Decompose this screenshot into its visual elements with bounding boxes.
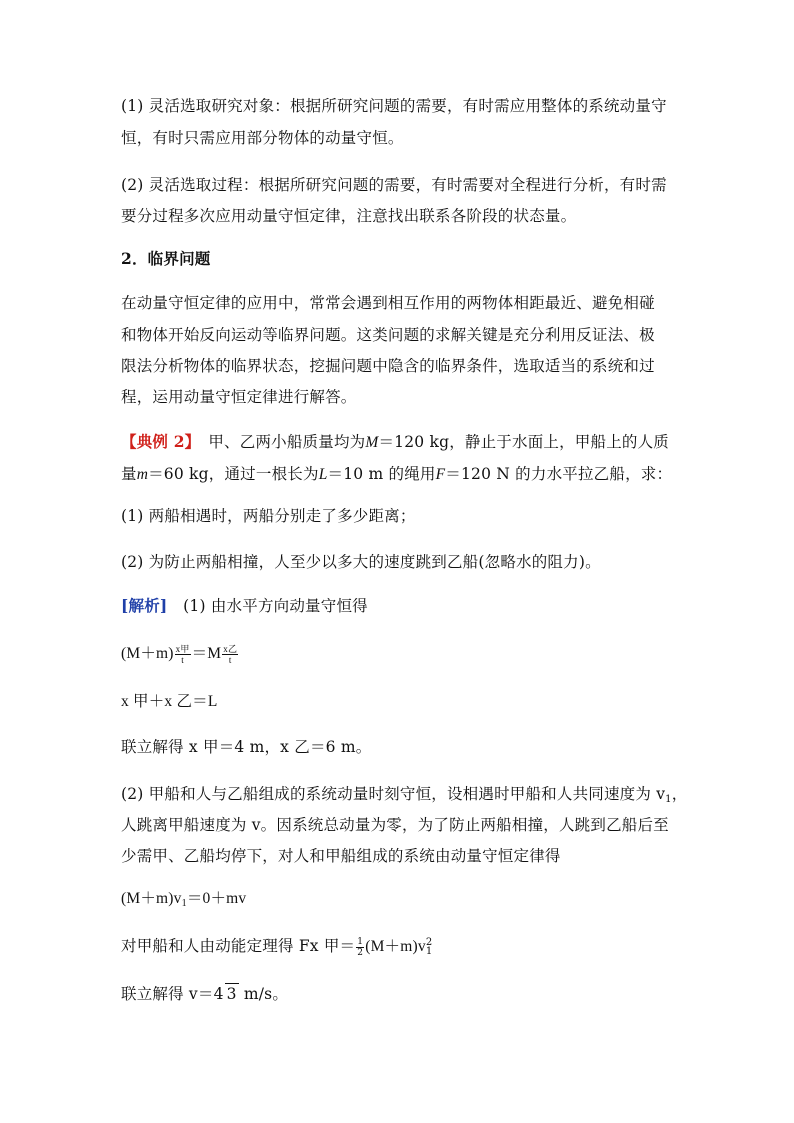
var-L: L (318, 466, 328, 483)
example-text: 量 (121, 465, 137, 483)
eq1-left: (M＋m) (121, 645, 174, 663)
fraction-denominator: t (228, 655, 232, 665)
part2-line-3: 少需甲、乙船均停下，对人和甲船组成的系统由动量守恒定律得 (121, 847, 561, 865)
paragraph-1-line-1: (1) 灵活选取研究对象：根据所研究问题的需要，有时需应用整体的系统动量守 (121, 97, 667, 115)
section-heading: 2．临界问题 (121, 249, 211, 268)
example-line-2 (121, 464, 672, 485)
final-result (121, 983, 288, 1004)
subscript: 1 (665, 794, 672, 805)
paragraph-1-line-2: 恒，有时只需应用部分物体的动量守恒。 (121, 129, 404, 147)
sqrt-radicand: 3 (226, 985, 237, 1003)
solution-intro (121, 596, 368, 616)
var-m: m (136, 466, 149, 483)
paragraph-2-line-1: (2) 灵活选取过程：根据所研究问题的需要，有时需要对全程进行分析，有时需 (121, 176, 667, 194)
subscript: 1 (181, 898, 187, 909)
example-text: ＝120 N 的力水平拉乙船，求： (445, 465, 673, 483)
fraction (222, 644, 238, 665)
energy-text: 对甲船和人由动能定理得 Fx 甲＝ (121, 937, 356, 955)
example-tag: 【典例 2】 (121, 432, 193, 451)
subscript: 1 (425, 946, 433, 957)
equation-2: x 甲＋x 乙＝L (121, 693, 218, 710)
fraction-numerator: x甲 (175, 644, 190, 654)
energy-equation (121, 936, 432, 958)
equation-1 (121, 644, 239, 665)
energy-expr: (M＋m)v (365, 938, 426, 955)
fraction-numerator: x乙 (223, 644, 238, 654)
fraction-denominator: t (181, 655, 184, 665)
paragraph-2-line-2: 要分过程多次应用动量守恒定律，注意找出联系各阶段的状态量。 (121, 207, 577, 225)
example-text: 甲、乙两小船质量均为 (192, 433, 366, 451)
superscript: 2 (425, 937, 433, 948)
part2-line-1 (121, 784, 687, 810)
eq3-left: (M＋m)v (121, 890, 182, 907)
question-1: (1) 两船相遇时，两船分别走了多少距离； (121, 507, 416, 525)
sup-sub-stack (426, 938, 433, 956)
equation-3 (121, 889, 246, 914)
section-2-line-2: 和物体开始反向运动等临界问题。这类问题的求解关键是充分利用反证法、极 (121, 326, 655, 344)
final-unit: m/s。 (238, 985, 289, 1003)
section-2-line-4: 程，运用动量守恒定律进行解答。 (121, 388, 357, 406)
example-text: ＝60 kg，通过一根长为 (148, 465, 319, 483)
sqrt-symbol (225, 983, 239, 1004)
example-text-rest: ＝120 kg，静止于水面上，甲船上的人质 (378, 433, 669, 451)
solution-tag: [解析] (121, 596, 168, 615)
fraction-half (356, 937, 364, 958)
result-1: 联立解得 x 甲＝4 m，x 乙＝6 m。 (121, 738, 372, 756)
final-text: 联立解得 v＝4 (121, 985, 224, 1003)
section-2-line-1: 在动量守恒定律的应用中，常常会遇到相互作用的两物体相距最近、避免相碰 (121, 294, 655, 312)
question-2: (2) 为防止两船相撞，人至少以多大的速度跳到乙船(忽略水的阻力)。 (121, 553, 601, 571)
var-F: F (435, 466, 446, 483)
eq3-right: ＝0＋mv (186, 890, 247, 907)
fraction-numerator: 1 (357, 936, 364, 947)
part2-line-2: 人跳离甲船速度为 v。因系统总动量为零，为了防止两船相撞，人跳到乙船后至 (121, 816, 669, 834)
part2-text: (2) 甲船和人与乙船组成的系统动量时刻守恒，设相遇时甲船和人共同速度为 v (121, 785, 666, 803)
solution-intro-text: (1) 由水平方向动量守恒得 (167, 597, 368, 615)
var-M: M (365, 434, 379, 451)
example-text: ＝10 m 的绳用 (327, 465, 436, 483)
fraction (175, 644, 191, 665)
example-line-1 (121, 432, 669, 453)
fraction-denominator: 2 (357, 947, 364, 958)
section-2-line-3: 限法分析物体的临界状态，挖掘问题中隐含的临界条件，选取适当的系统和过 (121, 357, 655, 375)
part2-text-end: ， (671, 785, 688, 803)
eq1-mid: ＝M (191, 645, 222, 663)
